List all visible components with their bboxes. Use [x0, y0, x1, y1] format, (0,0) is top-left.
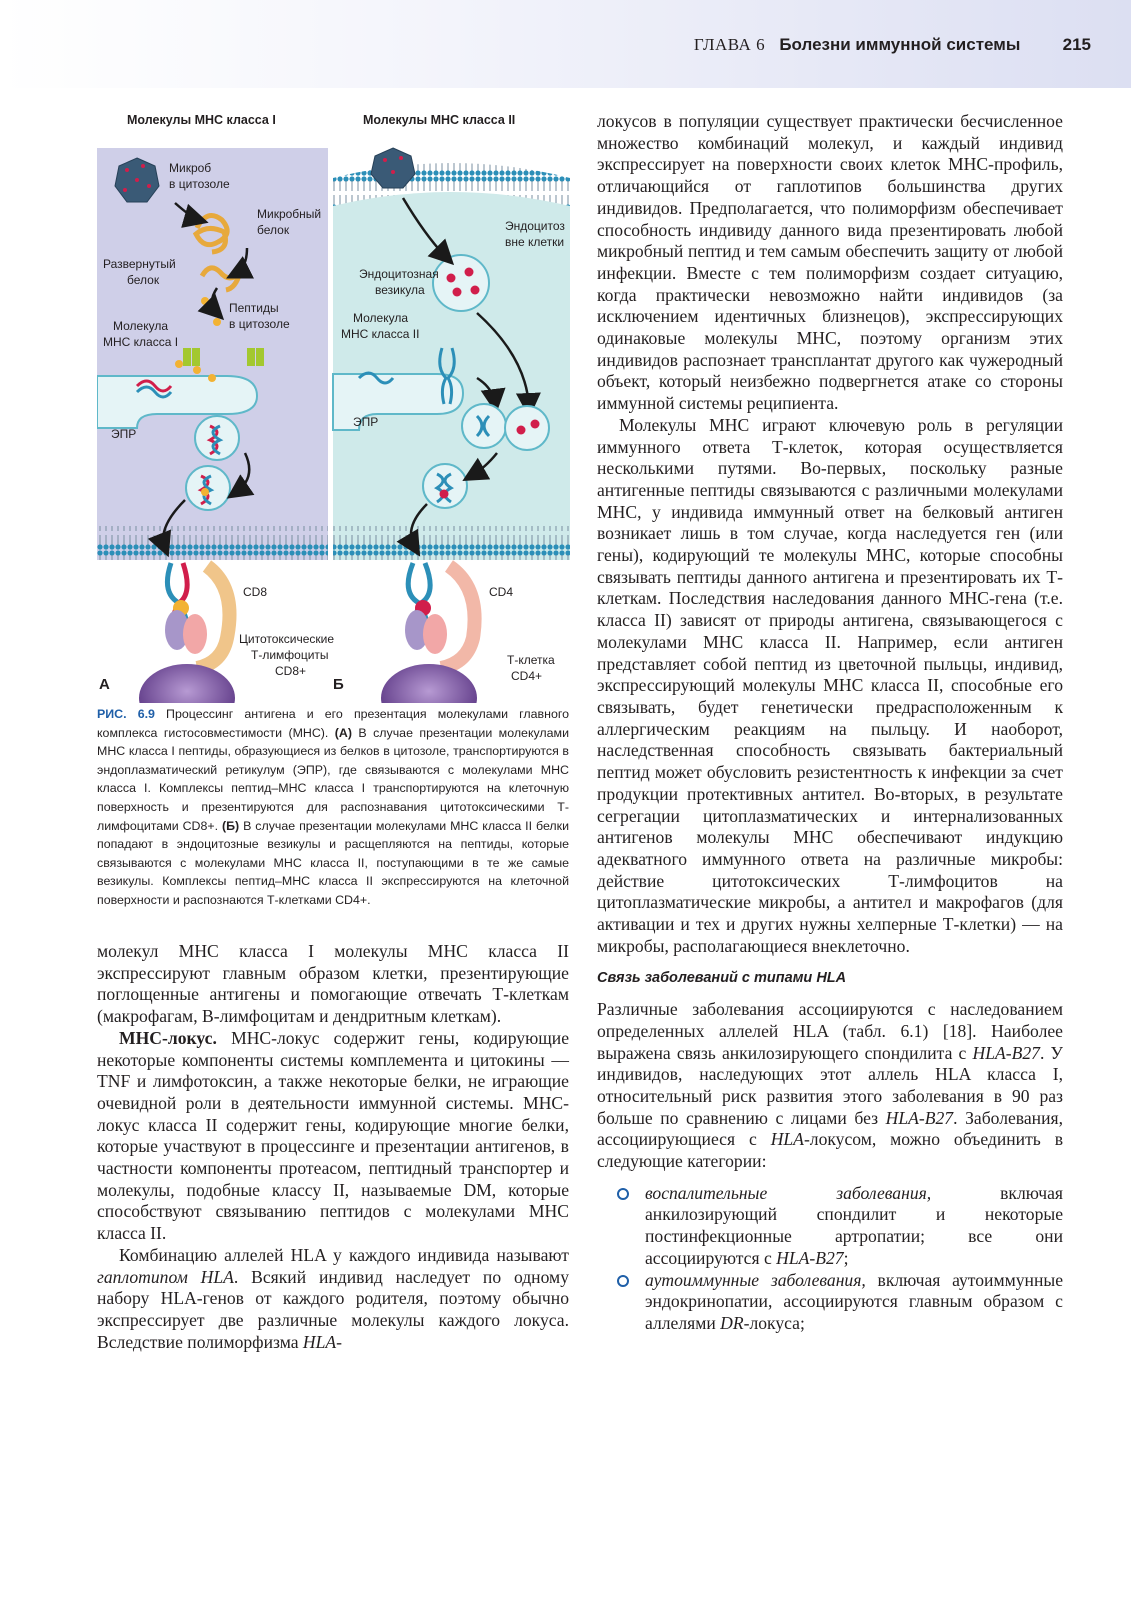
left-p3-b: . Всякий индивид наследует по одному набору HLA-генов от каждого родителя, поэтому обычно экспрессирует две различные молекулы каждого локуса. Вследствие полиморфизма: [97, 1266, 569, 1352]
right-paragraph-2: Молекулы МНС играют ключевую роль в регуляции иммунного ответа Т-клеток, которая осуществляется несколькими путями. Во-первых, поскольку разные антигенные пептиды связываются с различными молекулами МНС, у индивида иммунный ответ на белковый антиген возникает лишь в том случае, когда наследуется ген (или гены), кодирующий те молекулы МНС, которые способны связывать пептиды данного антигена и презентировать их Т-клеткам. Последствия наследования данного МНС-гена (т.е. класса II) зависят от природы антигена, связывающегося с молекулами МНС класса II. Например, если антиген представляет собой пептид из цветочной пыльцы, индивид, экспрессирующий молекулы МНС класса II, способные его связывать, будет генетически предрасположенным к аллергическим реакциям на пыльцу. И наоборот, наследственная способность связывать бактериальный пептид может обусловить резистентность к инфекции за счет продукции протективных антител. Во-вторых, в результате сегрегации цитоплазматических и интернализованных антигенов молекулы МНС обеспечивают индукцию адекватного иммунного ответа на различные микробы: действие цитотоксических Т-лимфоцитов на цитоплазматические микробы, а антител и макрофагов (для активации и тех и других нужны хелперные Т-клетки) — на микробы, располагающиеся внеклеточно.: [597, 414, 1063, 956]
antigen-processing-diagram: [97, 108, 570, 703]
list-item: [597, 1183, 1063, 1270]
left-p3-italic-2: HLA-: [302, 1331, 343, 1352]
vesicle-b2: [423, 464, 467, 508]
label-endocytosis-1: Эндоцитоз: [505, 219, 565, 233]
membrane-bottom-a: [97, 526, 328, 560]
label-vesicle-2: везикула: [375, 283, 425, 297]
caption-label: РИС. 6.9: [97, 707, 155, 721]
disease-category-list: [597, 1183, 1063, 1335]
chapter-label: ГЛАВА 6: [693, 35, 766, 54]
label-peptides-2: в цитозоле: [229, 317, 290, 331]
label-vesicle-1: Эндоцитозная: [359, 267, 439, 281]
left-p3-a: Комбинацию аллелей HLA у каждого индивида называют: [119, 1244, 569, 1265]
label-mhc-b-1: Молекула: [353, 311, 409, 325]
figure-6-9: [97, 108, 570, 703]
left-paragraph-2: [97, 1028, 569, 1245]
label-microbial-protein-1: Микробный: [257, 207, 322, 221]
mhc-locus-heading: МНС-локус.: [119, 1027, 217, 1048]
panel-label-a: А: [99, 676, 110, 693]
label-er-b: ЭПР: [353, 415, 379, 429]
endocytic-vesicle: [433, 255, 489, 311]
label-mhc-a-1: Молекула: [113, 319, 169, 333]
bullet-icon: [617, 1188, 629, 1200]
label-tcell-b-1: Т-клетка: [507, 653, 555, 667]
chapter-title: Болезни иммунной системы: [779, 35, 1021, 54]
label-microbe-1: Микроб: [169, 161, 212, 175]
bullet-1-italic-2: HLA-B27: [776, 1247, 844, 1268]
right-p3-it2: HLA-B27: [885, 1107, 954, 1128]
label-cd8: CD8: [243, 585, 268, 599]
left-paragraph-2-text: МНС-локус содержит гены, кодирующие некоторые компоненты системы комплемента и цитокины — TNF и лимфотоксин, а также некоторые белки, не играющие очевидной роли в деятельности иммунной системы. МНС-локус класса II содержит гены, кодирующие многие белки, которые участвуют в процессинге и презентации антигенов, в частности компоненты протеасом, пептидный транспортер и молекулы, подобные классу II, называемые DM, которые способствуют связыванию пептидов с молекулами МНС класса II.: [97, 1027, 569, 1244]
left-column: [97, 941, 569, 1353]
caption-text-3: В случае презентации молекулами МНС класса II белки попадают в эндоцитозные везикулы и расщепляются на пептиды, которые связываются с молекулами МНС класса II, поступающими в те же самые везикулы. Комплексы пептид–МНС класса II экспрессируются на клеточной поверхности и распознаются Т-клетками CD4+.: [97, 818, 569, 907]
right-paragraph-1: локусов в популяции существует практически бесчисленное множество комбинаций молекул, и каждый индивид экспрессирует на поверхности своих клеток МНС-профиль, отличающийся от гаплотипов большинства других индивидов. Предполагается, что полиморфизм обеспечивает способность индивиду данного вида презентировать любой микробный пептид и тем самым обеспечить защиту от любой инфекции. Вместе с тем полиморфизм создает ситуацию, когда практически невозможно найти индивидов (за исключением идентичных близнецов), экспрессирующих одинаковые молекулы МНС, поэтому организм этих индивидов распознает трансплантат другого как чужеродный объект, который неизбежно подвергнется атаке со стороны иммунной системы реципиента.: [597, 111, 1063, 414]
label-tcell-a-2: Т-лимфоциты: [251, 648, 329, 662]
bullet-2-italic: аутоиммунные заболевания,: [645, 1269, 866, 1290]
section-title: Связь заболеваний с типами HLA: [597, 970, 847, 987]
right-column: [597, 111, 1063, 1335]
right-paragraph-3: [597, 999, 1063, 1173]
running-header: [694, 35, 1091, 55]
label-unfolded-2: белок: [127, 273, 160, 287]
figure-title-a: Молекулы МНС класса I: [127, 113, 276, 127]
figure-caption: [97, 705, 569, 910]
label-cd4: CD4: [489, 585, 514, 599]
list-item: [597, 1270, 1063, 1335]
label-er-a: ЭПР: [111, 427, 137, 441]
left-p3-italic: гаплотипом HLA: [97, 1266, 234, 1287]
bullet-2-end: -локуса;: [743, 1312, 805, 1333]
caption-text-1: Процессинг антигена и его презентация молекулами главного комплекса гистосовместимости (МНС).: [97, 707, 569, 740]
right-p3-d: -локусом, можно объединить в следующие категории:: [597, 1129, 1064, 1172]
label-endocytosis-2: вне клетки: [505, 235, 565, 249]
figure-title-b: Молекулы МНС класса II: [363, 113, 516, 127]
label-tcell-a-1: Цитотоксические: [239, 632, 335, 646]
left-paragraph-1: молекул МНС класса I молекулы МНС класса II экспрессируют главным образом клетки, презентирующие поглощенные антигены и помогающие отвечать Т-клеткам (макрофагам, В-лимфоцитам и дендритным клеткам).: [97, 941, 569, 1027]
right-p3-a: Различные заболевания ассоциируются с наследованием определенных аллелей HLA (табл. 6.1) [18]. Наиболее выражена связь анкилозирующего спондилита с: [597, 999, 1063, 1063]
label-tcell-a-3: CD8+: [275, 664, 307, 678]
label-mhc-a-2: МНС класса I: [103, 335, 179, 349]
bullet-2-text: включая аутоиммунные эндокринопатии, ассоциируются главным образом с аллелями: [645, 1269, 1063, 1333]
label-unfolded-1: Развернутый: [103, 257, 176, 271]
bullet-icon: [617, 1275, 629, 1287]
right-p3-b: . У индивидов, наследующих этот аллель HLA класса I, относительный риск развития этого заболевания в 90 раз больше по сравнению с лицами без: [597, 1042, 1063, 1128]
label-peptides-1: Пептиды: [229, 301, 279, 315]
bullet-1-end: ;: [843, 1247, 849, 1268]
label-mhc-b-2: МНС класса II: [341, 327, 420, 341]
bullet-2-italic-2: DR: [720, 1312, 744, 1333]
caption-text-2: В случае презентации молекулами МНС класса I пептиды, образующиеся из белков в цитозоле, транспортируются в эндоплазматический ретикулум (ЭПР), где связываются с молекулами МНС класса I. Комплексы пептид–МНС класса I транспортируются на клеточную поверхность и презентируются для распознавания цитотоксическими Т-лимфоцитами CD8+.: [97, 725, 569, 833]
right-p3-it3: HLA: [770, 1129, 804, 1150]
label-microbial-protein-2: белок: [257, 223, 290, 237]
right-p3-it1: HLA-B27: [972, 1042, 1040, 1063]
caption-marker-a: (А): [334, 725, 352, 740]
membrane-bottom-b: [333, 526, 570, 560]
caption-marker-b: (Б): [221, 818, 240, 833]
label-microbe-2: в цитозоле: [169, 177, 230, 191]
page-number: 215: [1062, 35, 1091, 54]
left-paragraph-3: [97, 1245, 569, 1354]
panel-label-b: Б: [333, 676, 344, 693]
bullet-1-italic: воспалительные заболевания,: [645, 1182, 932, 1203]
label-tcell-b-2: CD4+: [511, 669, 543, 683]
fused-vesicle: [505, 406, 549, 450]
right-p3-c: . Заболевания, ассоциирующиеся с: [597, 1107, 1064, 1150]
bullet-1-text: включая анкилозирующий спондилит и некоторые постинфекционные артропатии; все они ассоциируются с: [645, 1182, 1063, 1268]
